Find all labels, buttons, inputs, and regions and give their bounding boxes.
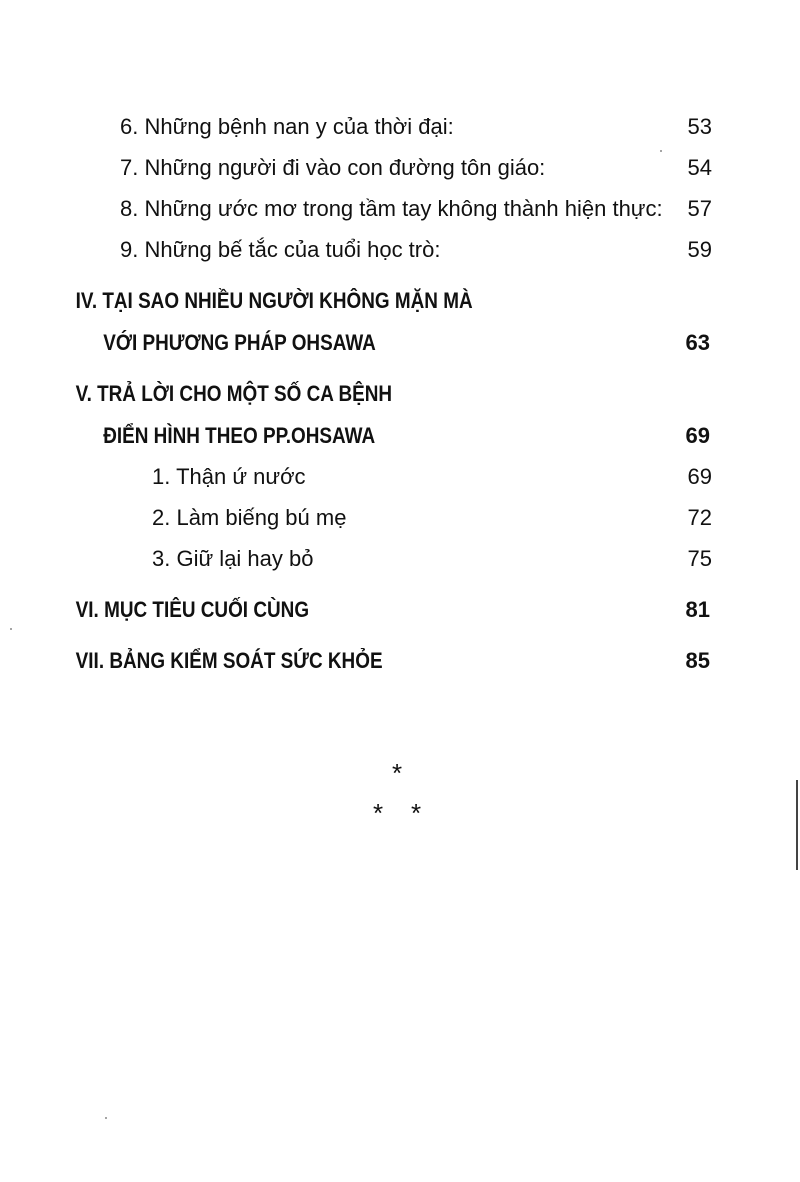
scan-speck <box>10 628 12 630</box>
toc-item-page: 59 <box>687 237 712 262</box>
toc-item-title: 7. Những người đi vào con đường tôn giáo: <box>120 155 546 180</box>
toc-item-title: 3. Giữ lại hay bỏ <box>152 546 314 571</box>
toc-section-title-cont: VỚI PHƯƠNG PHÁP OHSAWA <box>103 330 376 355</box>
toc-item-page: 75 <box>687 546 712 571</box>
toc-section-page: 81 <box>685 597 710 622</box>
scan-edge-mark <box>796 780 798 870</box>
ornament-star-left: * <box>373 798 384 828</box>
toc-section-title: V. TRẢ LỜI CHO MỘT SỐ CA BỆNH <box>75 381 393 406</box>
toc-section-page: 63 <box>685 330 710 355</box>
toc-section-title: IV. TẠI SAO NHIỀU NGƯỜI KHÔNG MẶN MÀ <box>75 288 473 313</box>
toc-section-title: VI. MỤC TIÊU CUỐI CÙNG <box>75 597 310 622</box>
toc-item-title: 2. Làm biếng bú mẹ <box>152 505 347 530</box>
toc-item-page: 53 <box>687 114 712 139</box>
toc-section-page: 69 <box>685 423 710 448</box>
scan-speck <box>105 1117 107 1119</box>
toc-item-page: 57 <box>687 196 712 221</box>
toc-item-title: 9. Những bế tắc của tuổi học trò: <box>120 237 441 262</box>
toc-item-title: 1. Thận ứ nước <box>152 464 306 489</box>
toc-item-title: 6. Những bệnh nan y của thời đại: <box>120 114 454 139</box>
toc-item-page: 69 <box>687 464 712 489</box>
toc-item-page: 72 <box>687 505 712 530</box>
toc-section-page: 85 <box>685 648 710 673</box>
toc-section-title: VII. BẢNG KIỂM SOÁT SỨC KHỎE <box>75 648 383 673</box>
toc-section-title-cont: ĐIỂN HÌNH THEO PP.OHSAWA <box>103 423 376 448</box>
toc-item-page: 54 <box>687 155 712 180</box>
ornament-star-top: * <box>392 758 403 788</box>
ornament-star-right: * <box>411 798 422 828</box>
scan-speck <box>660 150 662 152</box>
toc-item-title: 8. Những ước mơ trong tầm tay không thành hiện thực: <box>120 196 663 221</box>
